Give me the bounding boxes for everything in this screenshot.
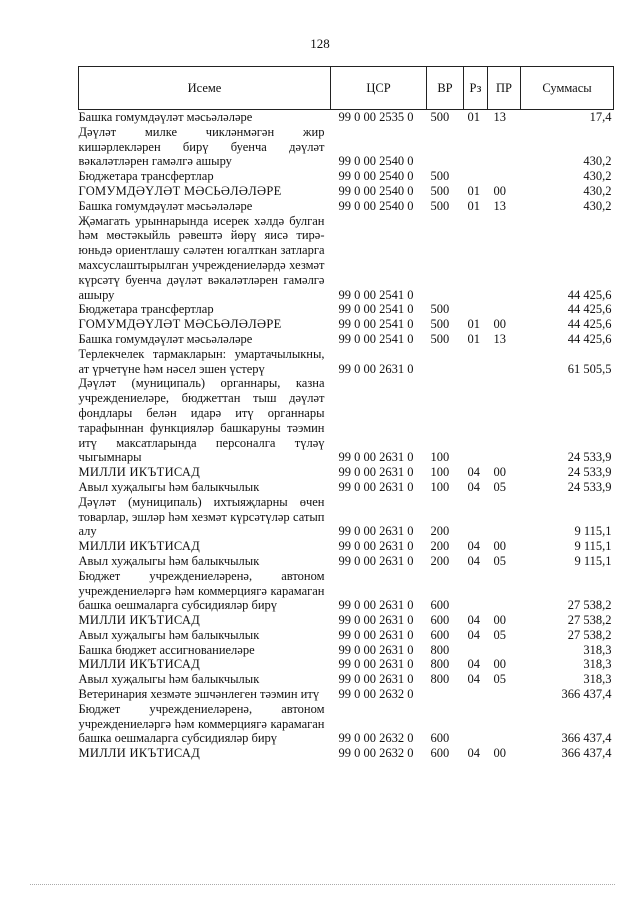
table-row bbox=[79, 746, 614, 761]
cell-csr: 99 0 00 2631 0 bbox=[338, 524, 414, 539]
cell-pr bbox=[488, 569, 521, 613]
cell-csr: 99 0 00 2631 0 bbox=[338, 539, 414, 554]
cell-rz bbox=[464, 302, 488, 317]
cell-name: Җәмагать урыннарында исерек хәлдә булган һәм мөстәкыйль рәвештә йөрү яисә тирә-юньдә ориентлашу сәләтен югалткан затларга махсуслаштырылган учреждениеләрдә хезмәт күрсәтү буенча дәүләт вәкаләтләрен гамәлгә ашыру bbox=[78, 213, 325, 302]
table-row bbox=[79, 317, 614, 332]
column-header-sum: Суммасы bbox=[521, 67, 614, 110]
cell-csr: 99 0 00 2540 0 bbox=[338, 183, 414, 198]
cell-name: МИЛЛИ ИКЪТИСАД bbox=[78, 657, 201, 672]
cell-vr: 600 bbox=[430, 746, 450, 761]
cell-pr bbox=[488, 702, 521, 746]
cell-name: Бюджет учреждениеләренә, автоном учреждениеләргә һәм коммерциягә карамаган башка оешмаларга субсидияләр бирү bbox=[78, 701, 325, 746]
cell-pr: 00 bbox=[493, 657, 506, 672]
cell-pr: 13 bbox=[493, 331, 506, 346]
table-row bbox=[79, 657, 614, 672]
cell-rz: 04 bbox=[467, 553, 480, 568]
cell-name: ГОМУМДӘҮЛӘТ МӘСЬӘЛӘЛӘРЕ bbox=[78, 183, 282, 198]
cell-rz: 04 bbox=[467, 479, 480, 494]
cell-pr bbox=[488, 643, 521, 658]
table-row bbox=[79, 465, 614, 480]
table-row bbox=[79, 480, 614, 495]
cell-sum: 27 538,2 bbox=[567, 613, 612, 628]
cell-vr: 600 bbox=[430, 627, 450, 642]
cell-vr: 100 bbox=[430, 465, 450, 480]
cell-pr: 05 bbox=[493, 479, 506, 494]
cell-csr: 99 0 00 2541 0 bbox=[338, 317, 414, 332]
cell-rz: 01 bbox=[467, 317, 480, 332]
cell-name: Авыл хуҗалыгы һәм балыкчылык bbox=[78, 672, 260, 687]
cell-rz: 04 bbox=[467, 539, 480, 554]
cell-vr bbox=[427, 125, 464, 169]
cell-pr bbox=[488, 376, 521, 465]
cell-sum: 9 115,1 bbox=[574, 553, 612, 568]
cell-rz bbox=[464, 376, 488, 465]
cell-rz: 04 bbox=[467, 465, 480, 480]
cell-sum: 24 533,9 bbox=[567, 450, 612, 465]
table-row bbox=[79, 199, 614, 214]
cell-vr bbox=[427, 214, 464, 303]
cell-name: Авыл хуҗалыгы һәм балыкчылык bbox=[78, 479, 260, 494]
cell-sum: 430,2 bbox=[583, 198, 612, 213]
cell-rz: 04 bbox=[467, 746, 480, 761]
table-row bbox=[79, 702, 614, 746]
cell-csr: 99 0 00 2631 0 bbox=[338, 627, 414, 642]
cell-pr: 00 bbox=[493, 746, 506, 761]
table-row bbox=[79, 495, 614, 539]
table-row bbox=[79, 184, 614, 199]
cell-rz: 01 bbox=[467, 183, 480, 198]
cell-csr: 99 0 00 2631 0 bbox=[338, 598, 414, 613]
cell-csr: 99 0 00 2541 0 bbox=[338, 331, 414, 346]
table-row bbox=[79, 214, 614, 303]
cell-sum: 430,2 bbox=[583, 154, 612, 169]
page-number: 128 bbox=[310, 36, 330, 51]
cell-rz bbox=[464, 643, 488, 658]
cell-csr: 99 0 00 2632 0 bbox=[338, 687, 414, 702]
cell-csr: 99 0 00 2631 0 bbox=[338, 361, 414, 376]
page-bottom-rule bbox=[30, 884, 615, 885]
cell-pr: 13 bbox=[493, 198, 506, 213]
cell-sum: 366 437,4 bbox=[561, 687, 612, 702]
cell-vr: 500 bbox=[430, 331, 450, 346]
cell-csr: 99 0 00 2541 0 bbox=[338, 287, 414, 302]
table-row bbox=[79, 613, 614, 628]
cell-sum: 44 425,6 bbox=[567, 287, 612, 302]
cell-name: Башка гомумдәүләт мәсьәләләре bbox=[78, 198, 253, 213]
cell-name: Дәүләт милке чикләнмәгән жир кишәрлекләрен бирү буенча дәүләт вәкаләтләрен гамәлгә ашыру bbox=[78, 124, 325, 169]
budget-table bbox=[78, 66, 614, 761]
cell-vr: 200 bbox=[430, 553, 450, 568]
cell-rz bbox=[464, 169, 488, 184]
table-row bbox=[79, 628, 614, 643]
column-header-rz: Рз bbox=[464, 67, 488, 110]
cell-sum: 318,3 bbox=[583, 657, 612, 672]
cell-name: Терлекчелек тармакларын: умартачылыкны, ат үрчетүне һәм нәсел эшен үстерү bbox=[78, 346, 325, 376]
cell-sum: 9 115,1 bbox=[574, 524, 612, 539]
cell-vr: 500 bbox=[430, 183, 450, 198]
cell-pr bbox=[488, 214, 521, 303]
cell-pr: 05 bbox=[493, 672, 506, 687]
table-row bbox=[79, 672, 614, 687]
cell-pr: 00 bbox=[493, 539, 506, 554]
cell-csr: 99 0 00 2540 0 bbox=[338, 198, 414, 213]
cell-rz bbox=[464, 214, 488, 303]
table-row bbox=[79, 569, 614, 613]
cell-rz bbox=[464, 347, 488, 377]
cell-name: МИЛЛИ ИКЪТИСАД bbox=[78, 746, 201, 761]
cell-name: Бюджет учреждениеләренә, автоном учреждениеләргә һәм коммерциягә карамаган башка оешмаларга субсидияләр бирү bbox=[78, 568, 325, 613]
cell-csr: 99 0 00 2541 0 bbox=[338, 302, 414, 317]
cell-vr: 500 bbox=[430, 317, 450, 332]
cell-sum: 366 437,4 bbox=[561, 746, 612, 761]
cell-vr: 500 bbox=[430, 110, 450, 124]
cell-pr: 00 bbox=[493, 317, 506, 332]
cell-csr: 99 0 00 2535 0 bbox=[338, 110, 414, 124]
cell-sum: 24 533,9 bbox=[567, 479, 612, 494]
cell-sum: 27 538,2 bbox=[567, 627, 612, 642]
cell-sum: 366 437,4 bbox=[561, 731, 612, 746]
cell-sum: 44 425,6 bbox=[567, 331, 612, 346]
cell-name: Авыл хуҗалыгы һәм балыкчылык bbox=[78, 553, 260, 568]
cell-sum: 318,3 bbox=[583, 672, 612, 687]
cell-pr: 05 bbox=[493, 553, 506, 568]
cell-vr bbox=[427, 687, 464, 702]
cell-vr: 800 bbox=[430, 672, 450, 687]
cell-rz: 04 bbox=[467, 657, 480, 672]
table-header bbox=[79, 67, 614, 110]
table-row bbox=[79, 302, 614, 317]
cell-pr bbox=[488, 302, 521, 317]
cell-vr: 500 bbox=[430, 169, 450, 184]
cell-rz bbox=[464, 687, 488, 702]
column-header-name: Исеме bbox=[79, 67, 331, 110]
table-row bbox=[79, 376, 614, 465]
cell-rz: 04 bbox=[467, 613, 480, 628]
cell-csr: 99 0 00 2632 0 bbox=[338, 746, 414, 761]
cell-name: Ветеринария хезмәте эшчәнлеген тәэмин итү bbox=[78, 687, 320, 702]
cell-rz bbox=[464, 569, 488, 613]
cell-name: Башка гомумдәүләт мәсьәләләре bbox=[78, 110, 253, 124]
cell-csr: 99 0 00 2631 0 bbox=[338, 672, 414, 687]
cell-name: МИЛЛИ ИКЪТИСАД bbox=[78, 613, 201, 628]
cell-name: Бюджетара трансфертлар bbox=[78, 302, 214, 317]
table-row bbox=[79, 347, 614, 377]
cell-sum: 17,4 bbox=[589, 110, 612, 124]
column-header-csr: ЦСР bbox=[331, 67, 427, 110]
cell-pr bbox=[488, 125, 521, 169]
cell-csr: 99 0 00 2631 0 bbox=[338, 450, 414, 465]
cell-vr: 200 bbox=[430, 524, 450, 539]
cell-pr: 00 bbox=[493, 183, 506, 198]
cell-vr: 200 bbox=[430, 539, 450, 554]
cell-csr: 99 0 00 2540 0 bbox=[338, 169, 414, 184]
cell-pr: 05 bbox=[493, 627, 506, 642]
cell-name: Дәүләт (муниципаль) ихтыяҗларны өчен товарлар, эшләр һәм хезмәт күрсәтүләр сатып алу bbox=[78, 494, 325, 539]
cell-vr: 100 bbox=[430, 450, 450, 465]
column-header-pr: ПР bbox=[488, 67, 521, 110]
cell-sum: 44 425,6 bbox=[567, 317, 612, 332]
cell-pr: 00 bbox=[493, 613, 506, 628]
cell-rz bbox=[464, 702, 488, 746]
cell-vr: 600 bbox=[430, 598, 450, 613]
table-row bbox=[79, 125, 614, 169]
cell-vr: 600 bbox=[430, 613, 450, 628]
cell-pr bbox=[488, 169, 521, 184]
cell-name: МИЛЛИ ИКЪТИСАД bbox=[78, 465, 201, 480]
table-row bbox=[79, 539, 614, 554]
cell-rz: 01 bbox=[467, 331, 480, 346]
table-row bbox=[79, 169, 614, 184]
cell-vr: 100 bbox=[430, 479, 450, 494]
cell-rz: 04 bbox=[467, 672, 480, 687]
cell-csr: 99 0 00 2631 0 bbox=[338, 465, 414, 480]
cell-csr: 99 0 00 2632 0 bbox=[338, 731, 414, 746]
table-row bbox=[79, 332, 614, 347]
cell-vr: 800 bbox=[430, 657, 450, 672]
cell-vr: 800 bbox=[430, 642, 450, 657]
cell-pr bbox=[488, 495, 521, 539]
table-body bbox=[79, 110, 614, 762]
cell-sum: 61 505,5 bbox=[567, 361, 612, 376]
cell-sum: 318,3 bbox=[583, 642, 612, 657]
column-header-vr: ВР bbox=[427, 67, 464, 110]
cell-sum: 430,2 bbox=[583, 183, 612, 198]
cell-rz: 01 bbox=[467, 110, 480, 124]
cell-sum: 430,2 bbox=[583, 169, 612, 184]
cell-csr: 99 0 00 2631 0 bbox=[338, 479, 414, 494]
cell-name: Башка гомумдәүләт мәсьәләләре bbox=[78, 331, 253, 346]
table-row bbox=[79, 687, 614, 702]
cell-rz: 04 bbox=[467, 627, 480, 642]
cell-rz bbox=[464, 495, 488, 539]
table-row bbox=[79, 643, 614, 658]
cell-name: Дәүләт (муниципаль) органнары, казна учреждениеләре, бюджеттан тыш дәүләт фондлары белән идарә итү органнары тарафыннан функцияләр башкаруны тәэмин итү максатларында персоналга түләү чыгымнары bbox=[78, 376, 325, 465]
cell-sum: 44 425,6 bbox=[567, 302, 612, 317]
cell-sum: 24 533,9 bbox=[567, 465, 612, 480]
cell-vr: 500 bbox=[430, 198, 450, 213]
cell-pr: 00 bbox=[493, 465, 506, 480]
cell-rz: 01 bbox=[467, 198, 480, 213]
cell-pr: 13 bbox=[493, 110, 506, 124]
cell-sum: 27 538,2 bbox=[567, 598, 612, 613]
cell-name: ГОМУМДӘҮЛӘТ МӘСЬӘЛӘЛӘРЕ bbox=[78, 317, 282, 332]
cell-name: Башка бюджет ассигнованиеләре bbox=[78, 642, 255, 657]
cell-vr: 500 bbox=[430, 302, 450, 317]
cell-csr: 99 0 00 2631 0 bbox=[338, 553, 414, 568]
cell-pr bbox=[488, 687, 521, 702]
cell-name: Бюджетара трансфертлар bbox=[78, 169, 214, 184]
cell-csr: 99 0 00 2631 0 bbox=[338, 642, 414, 657]
cell-vr bbox=[427, 347, 464, 377]
cell-csr: 99 0 00 2631 0 bbox=[338, 657, 414, 672]
table-row bbox=[79, 554, 614, 569]
cell-sum: 9 115,1 bbox=[574, 539, 612, 554]
cell-name: Авыл хуҗалыгы һәм балыкчылык bbox=[78, 627, 260, 642]
table-row bbox=[79, 110, 614, 125]
cell-rz bbox=[464, 125, 488, 169]
cell-name: МИЛЛИ ИКЪТИСАД bbox=[78, 539, 201, 554]
cell-pr bbox=[488, 347, 521, 377]
cell-vr: 600 bbox=[430, 731, 450, 746]
cell-csr: 99 0 00 2540 0 bbox=[338, 154, 414, 169]
cell-csr: 99 0 00 2631 0 bbox=[338, 613, 414, 628]
